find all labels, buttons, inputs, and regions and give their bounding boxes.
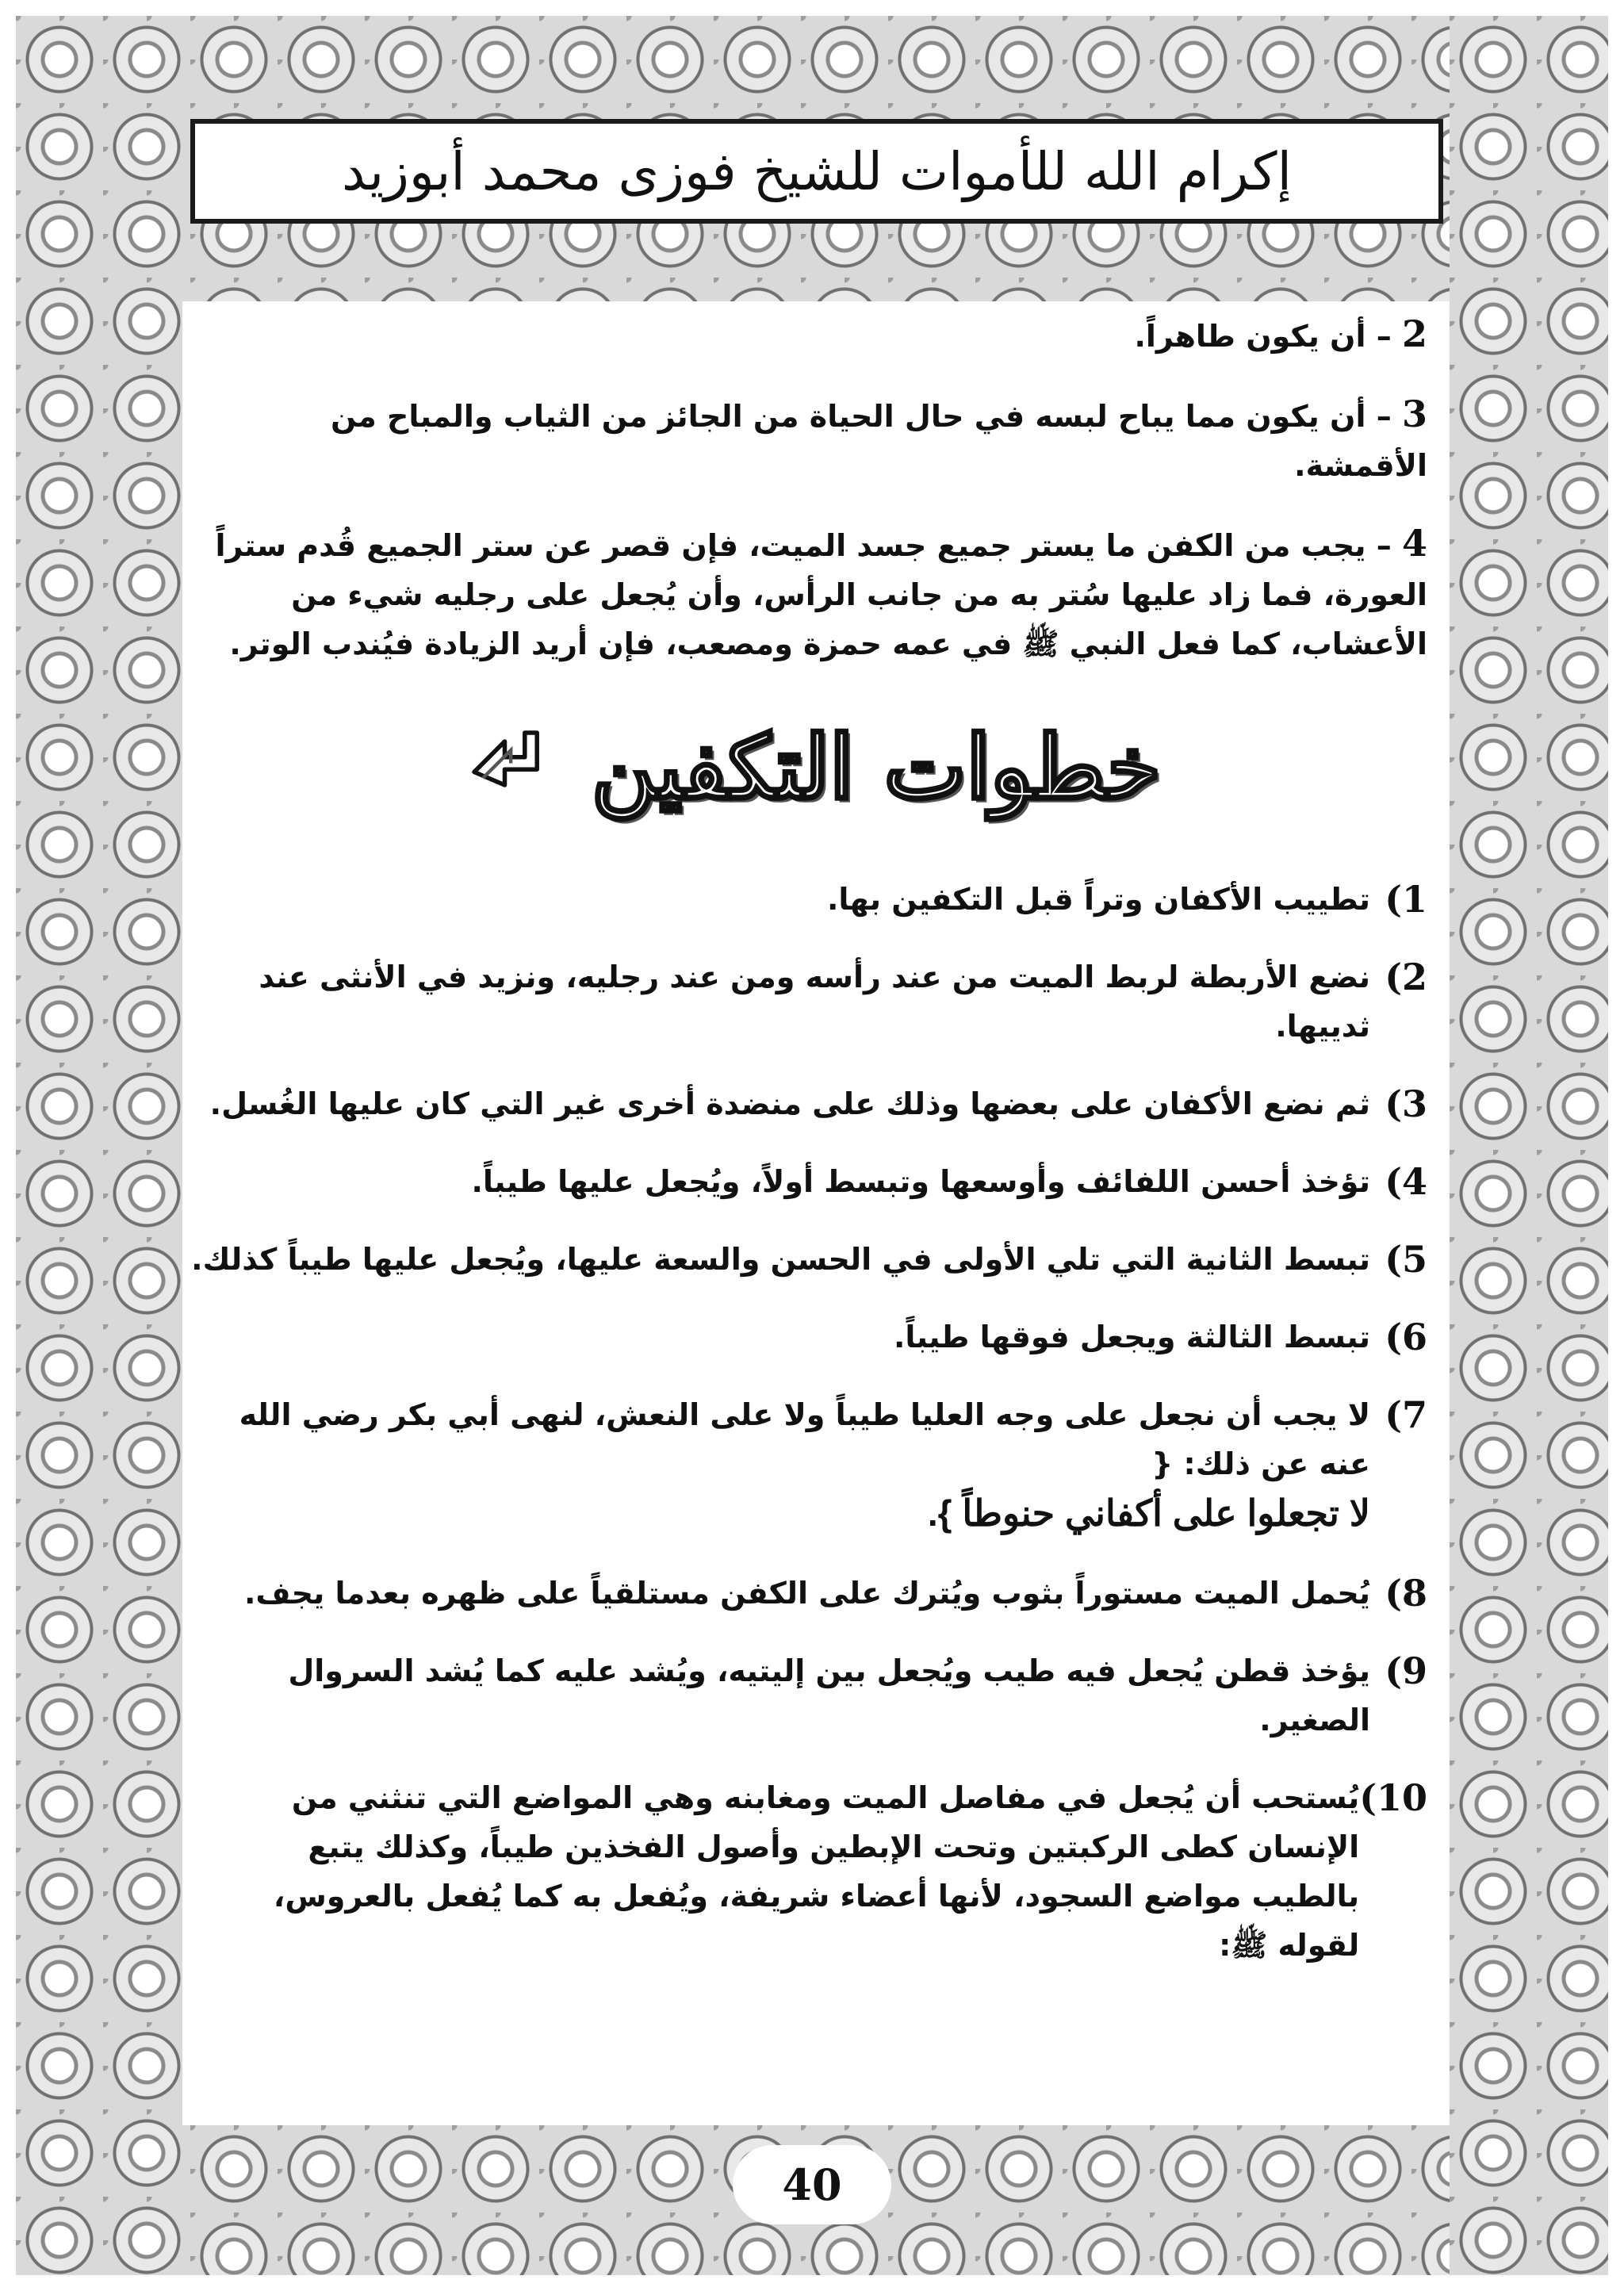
step-number: 6): [1385, 1316, 1427, 1358]
step-text-with-quote: [190, 1390, 1370, 1540]
step-text: يُحمل الميت مستوراً بثوب ويُترك على الكفن مستلقياً على ظهره بعدما يجف.: [243, 1576, 1370, 1611]
intro-item: [190, 309, 1427, 361]
step-number: 2): [1385, 956, 1427, 998]
section-heading-text: خطوات التكفين: [591, 716, 1162, 818]
intro-number: 2: [1401, 312, 1427, 355]
page-title: إكرام الله للأموات للشيخ فوزى محمد أبوزيد: [342, 140, 1292, 202]
list-item: [190, 1312, 1427, 1362]
list-item: [190, 1646, 1427, 1745]
intro-text: – أن يكون طاهراً.: [1134, 319, 1392, 354]
step-number: 5): [1385, 1238, 1427, 1281]
intro-number: 3: [1401, 393, 1427, 435]
step-number: 9): [1385, 1649, 1427, 1692]
step-number: 4): [1385, 1160, 1427, 1203]
header-title-box: [190, 119, 1443, 224]
list-item: [190, 1390, 1427, 1540]
section-heading: [190, 708, 1427, 827]
step-number: 10): [1359, 1776, 1427, 1819]
page-number: 40: [733, 2145, 891, 2224]
step-number: 3): [1385, 1082, 1427, 1125]
intro-text: – يجب من الكفن ما يستر جميع جسد الميت، فإن قصر عن ستر الجميع قُدم ستراً العورة، فما زاد عليها سُتر به من جانب الرأس، وأن يُجعل على رجليه شيء من الأعشاب، كما فعل النبي ﷺ في عمه حمزة ومصعب، فإن أريد الزيادة فيُندب الوتر.: [215, 528, 1427, 661]
step-text: يُستحب أن يُجعل في مفاصل الميت ومغابنه وهي المواضع التي تنثني من الإنسان كطى الركبتين وتحت الإبطين وأصول الفخذين طيباً، وكذلك يتبع بالطيب مواضع السجود، لأنها أعضاء شريفة، ويُفعل به كما يُفعل بالعروس، لقوله ﷺ:: [273, 1780, 1360, 1963]
list-item: [190, 1157, 1427, 1206]
step-number: 8): [1385, 1572, 1427, 1615]
step-text: لا يجب أن نجعل على وجه العليا طيباً ولا على النعش، لنهى أبي بكر رضي الله عنه عن ذلك: {: [239, 1397, 1370, 1481]
list-item: [190, 1079, 1427, 1128]
step-number: 1): [1385, 878, 1427, 921]
ornamental-border-right: [1450, 16, 1608, 2275]
step-text: نضع الأربطة لربط الميت من عند رأسه ومن عند رجليه، ونزيد في الأنثى عند ثدييها.: [259, 960, 1370, 1044]
intro-text: – أن يكون مما يباح لبسه في حال الحياة من الجائز من الثياب والمباح من الأقمشة.: [331, 399, 1427, 483]
quote-text: لا تجعلوا على أكفاني حنوطاً }.: [927, 1492, 1370, 1534]
step-text: يؤخذ قطن يُجعل فيه طيب ويُجعل بين إليتيه، ويُشد عليه كما يُشد السروال الصغير.: [288, 1653, 1370, 1737]
list-item: [190, 1773, 1427, 1970]
list-item: [190, 875, 1427, 924]
step-number: 7): [1385, 1393, 1427, 1436]
ornamental-border-left: [16, 16, 182, 2275]
step-text: تؤخذ أحسن اللفائف وأوسعها وتبسط أولاً، ويُجعل عليها طيباً.: [471, 1164, 1370, 1199]
steps-list: [190, 875, 1427, 1970]
page-content: [190, 309, 1427, 1998]
step-text: تطييب الأكفان وتراً قبل التكفين بها.: [826, 882, 1370, 917]
step-text: تبسط الثالثة ويجعل فوقها طيباً.: [893, 1320, 1370, 1354]
arrow-icon: [457, 724, 544, 811]
intro-item: [190, 389, 1427, 490]
list-item: [190, 1569, 1427, 1618]
step-text: تبسط الثانية التي تلي الأولى في الحسن والسعة عليها، ويُجعل عليها طيباً كذلك.: [191, 1242, 1370, 1277]
intro-number: 4: [1401, 522, 1427, 565]
intro-item: [190, 519, 1427, 669]
list-item: [190, 1235, 1427, 1284]
step-text: ثم نضع الأكفان على بعضها وذلك على منضدة أخرى غير التي كان عليها الغُسل.: [209, 1086, 1370, 1121]
list-item: [190, 952, 1427, 1051]
